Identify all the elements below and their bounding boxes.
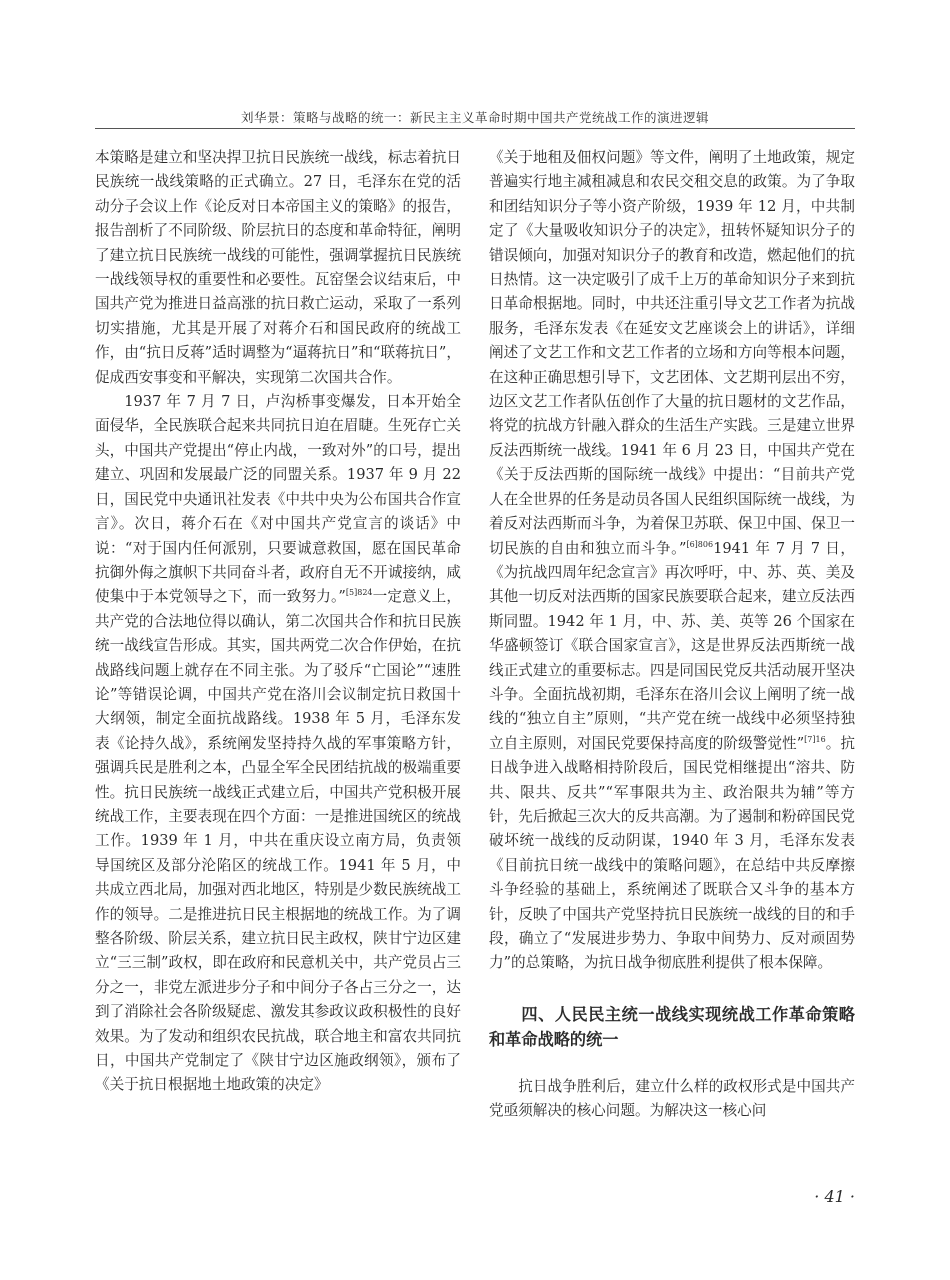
paragraph-text: 一定意义上，共产党的合法地位得以确认，第二次国共合作和抗日民族统一战线宣告形成。其实，国共两党二次合作伊始，在抗战路线问题上就存在不同主张。为了驳斥“亡国论”“速胜论”等错误论调，中国共产党在洛川会议制定抗日救国十大纲领，制定全面抗战路线。1938 年 5 月，毛泽东发表《论持久战》，系统阐发坚持持久战的军事策略方针，强调兵民是胜利之本，凸显全军全民团结抗战的极端重要性。抗日民族统一战线正式建立后，中国共产党积极开展统战工作，主要表现在四个方面：一是推进国统区的统战工作。1939 年 1 月，中共在重庆设立南方局，负责领导国统区及部分沦陷区的统战工作。1941 年 5 月，中共成立西北局，加强对西北地区，特别是少数民族统战工作的领导。二是推进抗日民主根据地的统战工作。为了调整各阶级、阶层关系，建立抗日民主政权，陕甘宁边区建立“三三制”政权，即在政府和民意机关中，共产党员占三分之一，非党左派进步分子和中间分子各占三分之一，达到了消除社会各阶级疑虑、激发其参政议政积极性的良好效果。为了发动和组织农民抗战，联合地主和富农共同抗日，中国共产党制定了《陕甘宁边区施政纲领》，颁布了《关于抗日根据地土地政策的决定》 — [95, 588, 461, 1094]
citation: [7]16 — [804, 734, 826, 744]
header-rule — [95, 128, 855, 129]
paragraph-text: 《关于地租及佃权问题》等文件，阐明了土地政策，规定普遍实行地主减租减息和农民交租交息的政策。为了争取和团结知识分子等小资产阶级，1939 年 12 月，中共制定了《大量吸收知识分子的决定》，扭转怀疑知识分子的错误倾向，加强对知识分子的教育和改造，燃起他们的抗日热情。这一决定吸引了成千上万的革命知识分子来到抗日革命根据地。同时，中共还注重引导文艺工作者为抗战服务，毛泽东发表《在延安文艺座谈会上的讲话》，详细阐述了文艺工作和文艺工作者的立场和方向等根本问题，在这种正确思想引导下，文艺团体、文艺期刊层出不穷，边区文艺工作者队伍创作了大量的抗日题材的文艺作品，将党的抗战方针融入群众的生活生产实践。三是建立世界反法西斯统一战线。1941 年 6 月 23 日，中国共产党在《关于反法西斯的国际统一战线》中提出：“目前共产党人在全世界的任务是动员各国人民组织国际统一战线，为着反对法西斯而斗争，为着保卫苏联、保卫中国、保卫一切民族的自由和独立而斗争。” — [489, 149, 855, 557]
paragraph — [95, 390, 461, 1098]
section-heading: 四、人民民主统一战线实现统战工作革命策略和革命战略的统一 — [489, 1004, 855, 1049]
right-column — [489, 146, 855, 1124]
paragraph: 抗日战争胜利后，建立什么样的政权形式是中国共产党亟须解决的核心问题。为解决这一核心问 — [489, 1077, 855, 1120]
paragraph-text: 1937 年 7 月 7 日，卢沟桥事变爆发，日本开始全面侵华，全民族联合起来共同抗日迫在眉睫。生死存亡关头，中国共产党提出“停止内战，一致对外”的口号，提出建立、巩固和发展最广泛的同盟关系。1937 年 9 月 22 日，国民党中央通讯社发表《中共中央为公布国共合作宣言》。次日，蒋介石在《对中国共产党宣言的谈话》中说：“对于国内任何派别，只要诚意救国，愿在国民革命抗御外侮之旗帜下共同奋斗者，政府自无不开诚接纳，咸使集中于本党领导之下，而一致努力。” — [95, 393, 461, 606]
page-number: · 41 · — [814, 1187, 855, 1206]
paragraph: 本策略是建立和坚决捍卫抗日民族统一战线，标志着抗日民族统一战线策略的正式确立。27 日，毛泽东在党的活动分子会议上作《论反对日本帝国主义的策略》的报告，报告剖析了不同阶级、阶层抗日的态度和革命特征，阐明了建立抗日民族统一战线的可能性，强调掌握抗日民族统一战线领导权的重要性和必要性。瓦窑堡会议结束后，中国共产党为推进日益高涨的抗日救亡运动，采取了一系列切实措施，尤其是开展了对蒋介石和国民政府的统战工作，由“抗日反蒋”适时调整为“逼蒋抗日”和“联蒋抗日”，促成西安事变和平解决，实现第二次国共合作。 — [95, 149, 461, 386]
citation: [5]824 — [345, 588, 373, 598]
paragraph-text: 。抗日战争进入战略相持阶段后，国民党相继提出“溶共、防共、限共、反共”“军事限共为主、政治限共为辅”等方针，先后掀起三次大的反共高潮。为了遏制和粉碎国民党破坏统一战线的反动阴谋，1940 年 3 月，毛泽东发表《目前抗日统一战线中的策略问题》，在总结中共反摩擦斗争经验的基础上，系统阐述了既联合又斗争的基本方针，反映了中国共产党坚持抗日民族统一战线的目的和手段，确立了“发展进步势力、争取中间势力、反对顽固势力”的总策略，为抗日战争彻底胜利提供了根本保障。 — [489, 734, 855, 972]
left-column — [95, 146, 461, 1098]
paragraph-text: 1941 年 7 月 7 日，《为抗战四周年纪念宣言》再次呼吁，中、苏、英、美及其他一切反对法西斯的国家民族要联合起来，建立反法西斯同盟。1942 年 1 月，中、苏、美、英等 26 个国家在华盛顿签订《联合国家宣言》，这是世界反法西斯统一战线正式建立的重要标志。四是同国民党反共活动展开坚决斗争。全面抗战初期，毛泽东在洛川会议上阐明了统一战线的“独立自主”原则，“共产党在统一战线中必须坚持独立自主原则，对国民党要保持高度的阶级警觉性” — [489, 539, 855, 752]
citation: [6]806 — [686, 539, 714, 549]
paragraph — [489, 146, 855, 976]
running-header: 刘华景：策略与战略的统一：新民主主义革命时期中国共产党统战工作的演进逻辑 — [240, 110, 709, 125]
